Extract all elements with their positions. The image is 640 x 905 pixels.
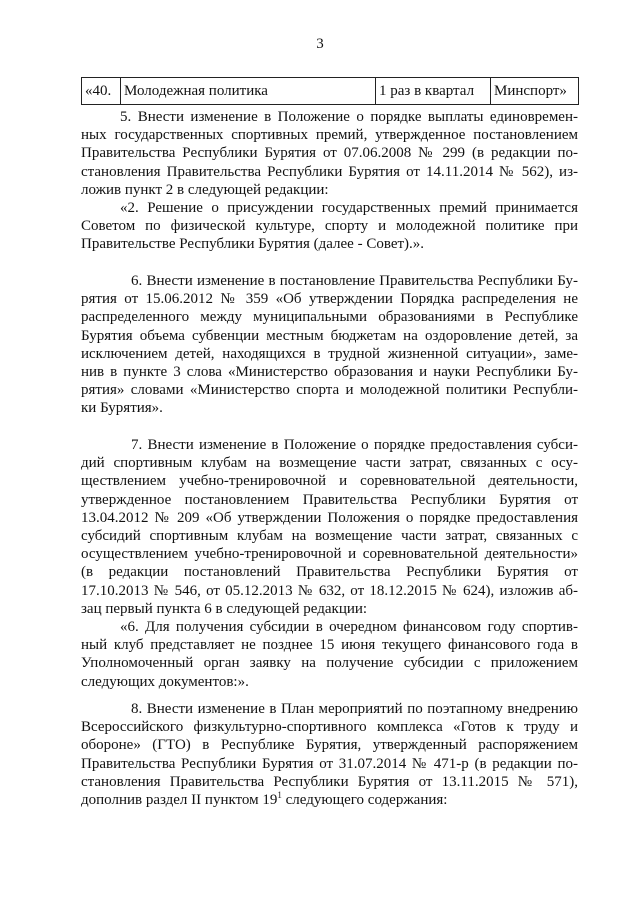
item-8 (81, 700, 578, 809)
text-line: 5. Внести изменение в Положение о порядке выплаты единовремен- (120, 109, 578, 125)
text-line-final (81, 791, 578, 809)
text-line: ложив пункт 2 в следующей редакции: (81, 181, 329, 198)
text-line: рятия от 15.06.2012 № 359 «Об утверждении Порядка распределения не (81, 291, 578, 308)
item-5 (81, 108, 578, 254)
item-7 (81, 436, 578, 691)
text-line: ных государственных спортивных премий, утвержденное постановлением (81, 127, 578, 144)
text-line: Уполномоченный орган заявку на получение субсидии с приложением (81, 655, 578, 672)
text-line: Правительства Республики Бурятия от 31.07.2014 № 471-р (в редакции по- (81, 755, 578, 772)
table-cell-name: Молодежная политика (121, 78, 376, 105)
page-number: 3 (316, 36, 324, 52)
text-line: осуществлением учебно-тренировочной и соревновательной деятельности» (81, 546, 578, 563)
text-line: 13.04.2012 № 209 «Об утверждении Положения о порядке предоставления (81, 509, 578, 526)
text-line: (в редакции постановлений Правительства Республики Бурятия от (81, 564, 578, 581)
text-line: нив в пункте 3 слова «Министерство образования и науки Республики Бу- (81, 364, 578, 381)
text-line: 8. Внести изменение в План мероприятий по поэтапному внедрению (131, 701, 578, 717)
text-line: дий спортивным клубам на возмещение части затрат, связанных с осу- (81, 455, 578, 472)
table-cell-frequency: 1 раз в квартал (376, 78, 491, 105)
text-line: зац первый пункта 6 в следующей редакции: (81, 600, 368, 617)
table-cell-number: «40. (82, 78, 121, 105)
superscript: 1 (277, 790, 282, 801)
text-line: ный клуб представляет не позднее 15 июня текущего финансового года в (81, 637, 578, 654)
text-span: дополнив раздел II пунктом 19 (81, 792, 278, 809)
plan-table (81, 77, 579, 105)
text-line: становления Правительства Республики Бурятия от 13.11.2015 № 571), (81, 773, 578, 790)
text-line: обороне» (ГТО) в Республике Бурятия, утвержденный распоряжением (81, 737, 578, 754)
text-line: Всероссийского физкультурно-спортивного комплекса «Готов к труду и (81, 719, 578, 736)
text-line: Бурятия объема субвенции местным бюджетам на оздоровление детей, за (81, 327, 578, 344)
text-line: становления Правительства Республики Бурятия от 14.11.2014 № 562), из- (81, 163, 578, 180)
text-line: 17.10.2013 № 546, от 05.12.2013 № 632, от 18.12.2015 № 624), изложив аб- (81, 582, 578, 599)
text-line: 7. Внести изменение в Положение о порядке предоставления субси- (131, 437, 578, 453)
text-line: «6. Для получения субсидии в очередном финансовом году спортив- (120, 619, 578, 636)
text-line: рятия» словами «Министерство спорта и молодежной политики Республи- (81, 382, 578, 399)
text-line: «2. Решение о присуждении государственных премий принимается (120, 200, 578, 217)
text-line: ки Бурятия». (81, 400, 163, 417)
text-line: ществлением учебно-тренировочной и соревновательной деятельности, (81, 473, 578, 490)
text-line: 6. Внести изменение в постановление Правительства Республики Бу- (131, 273, 578, 289)
table-cell-responsible: Минспорт» (491, 78, 579, 105)
text-line: распределенного между муниципальными образованиями в Республике (81, 309, 578, 326)
text-line: исключением детей, находящихся в трудной жизненной ситуации», заме- (81, 345, 578, 362)
text-line: Правительстве Республики Бурятия (далее - Совет).». (81, 236, 425, 253)
text-span: следующего содержания: (281, 792, 448, 809)
text-line: Правительства Республики Бурятия от 07.06.2008 № 299 (в редакции по- (81, 145, 578, 162)
text-line: Советом по физической культуре, спорту и молодежной политике при (81, 218, 578, 235)
table-row (82, 78, 579, 105)
text-line: субсидий спортивным клубам на возмещение части затрат, связанных с (81, 528, 578, 545)
text-line: утвержденное постановлением Правительства Республики Бурятия от (81, 491, 578, 508)
item-6 (81, 272, 578, 418)
text-line: следующих документов:». (81, 673, 249, 690)
